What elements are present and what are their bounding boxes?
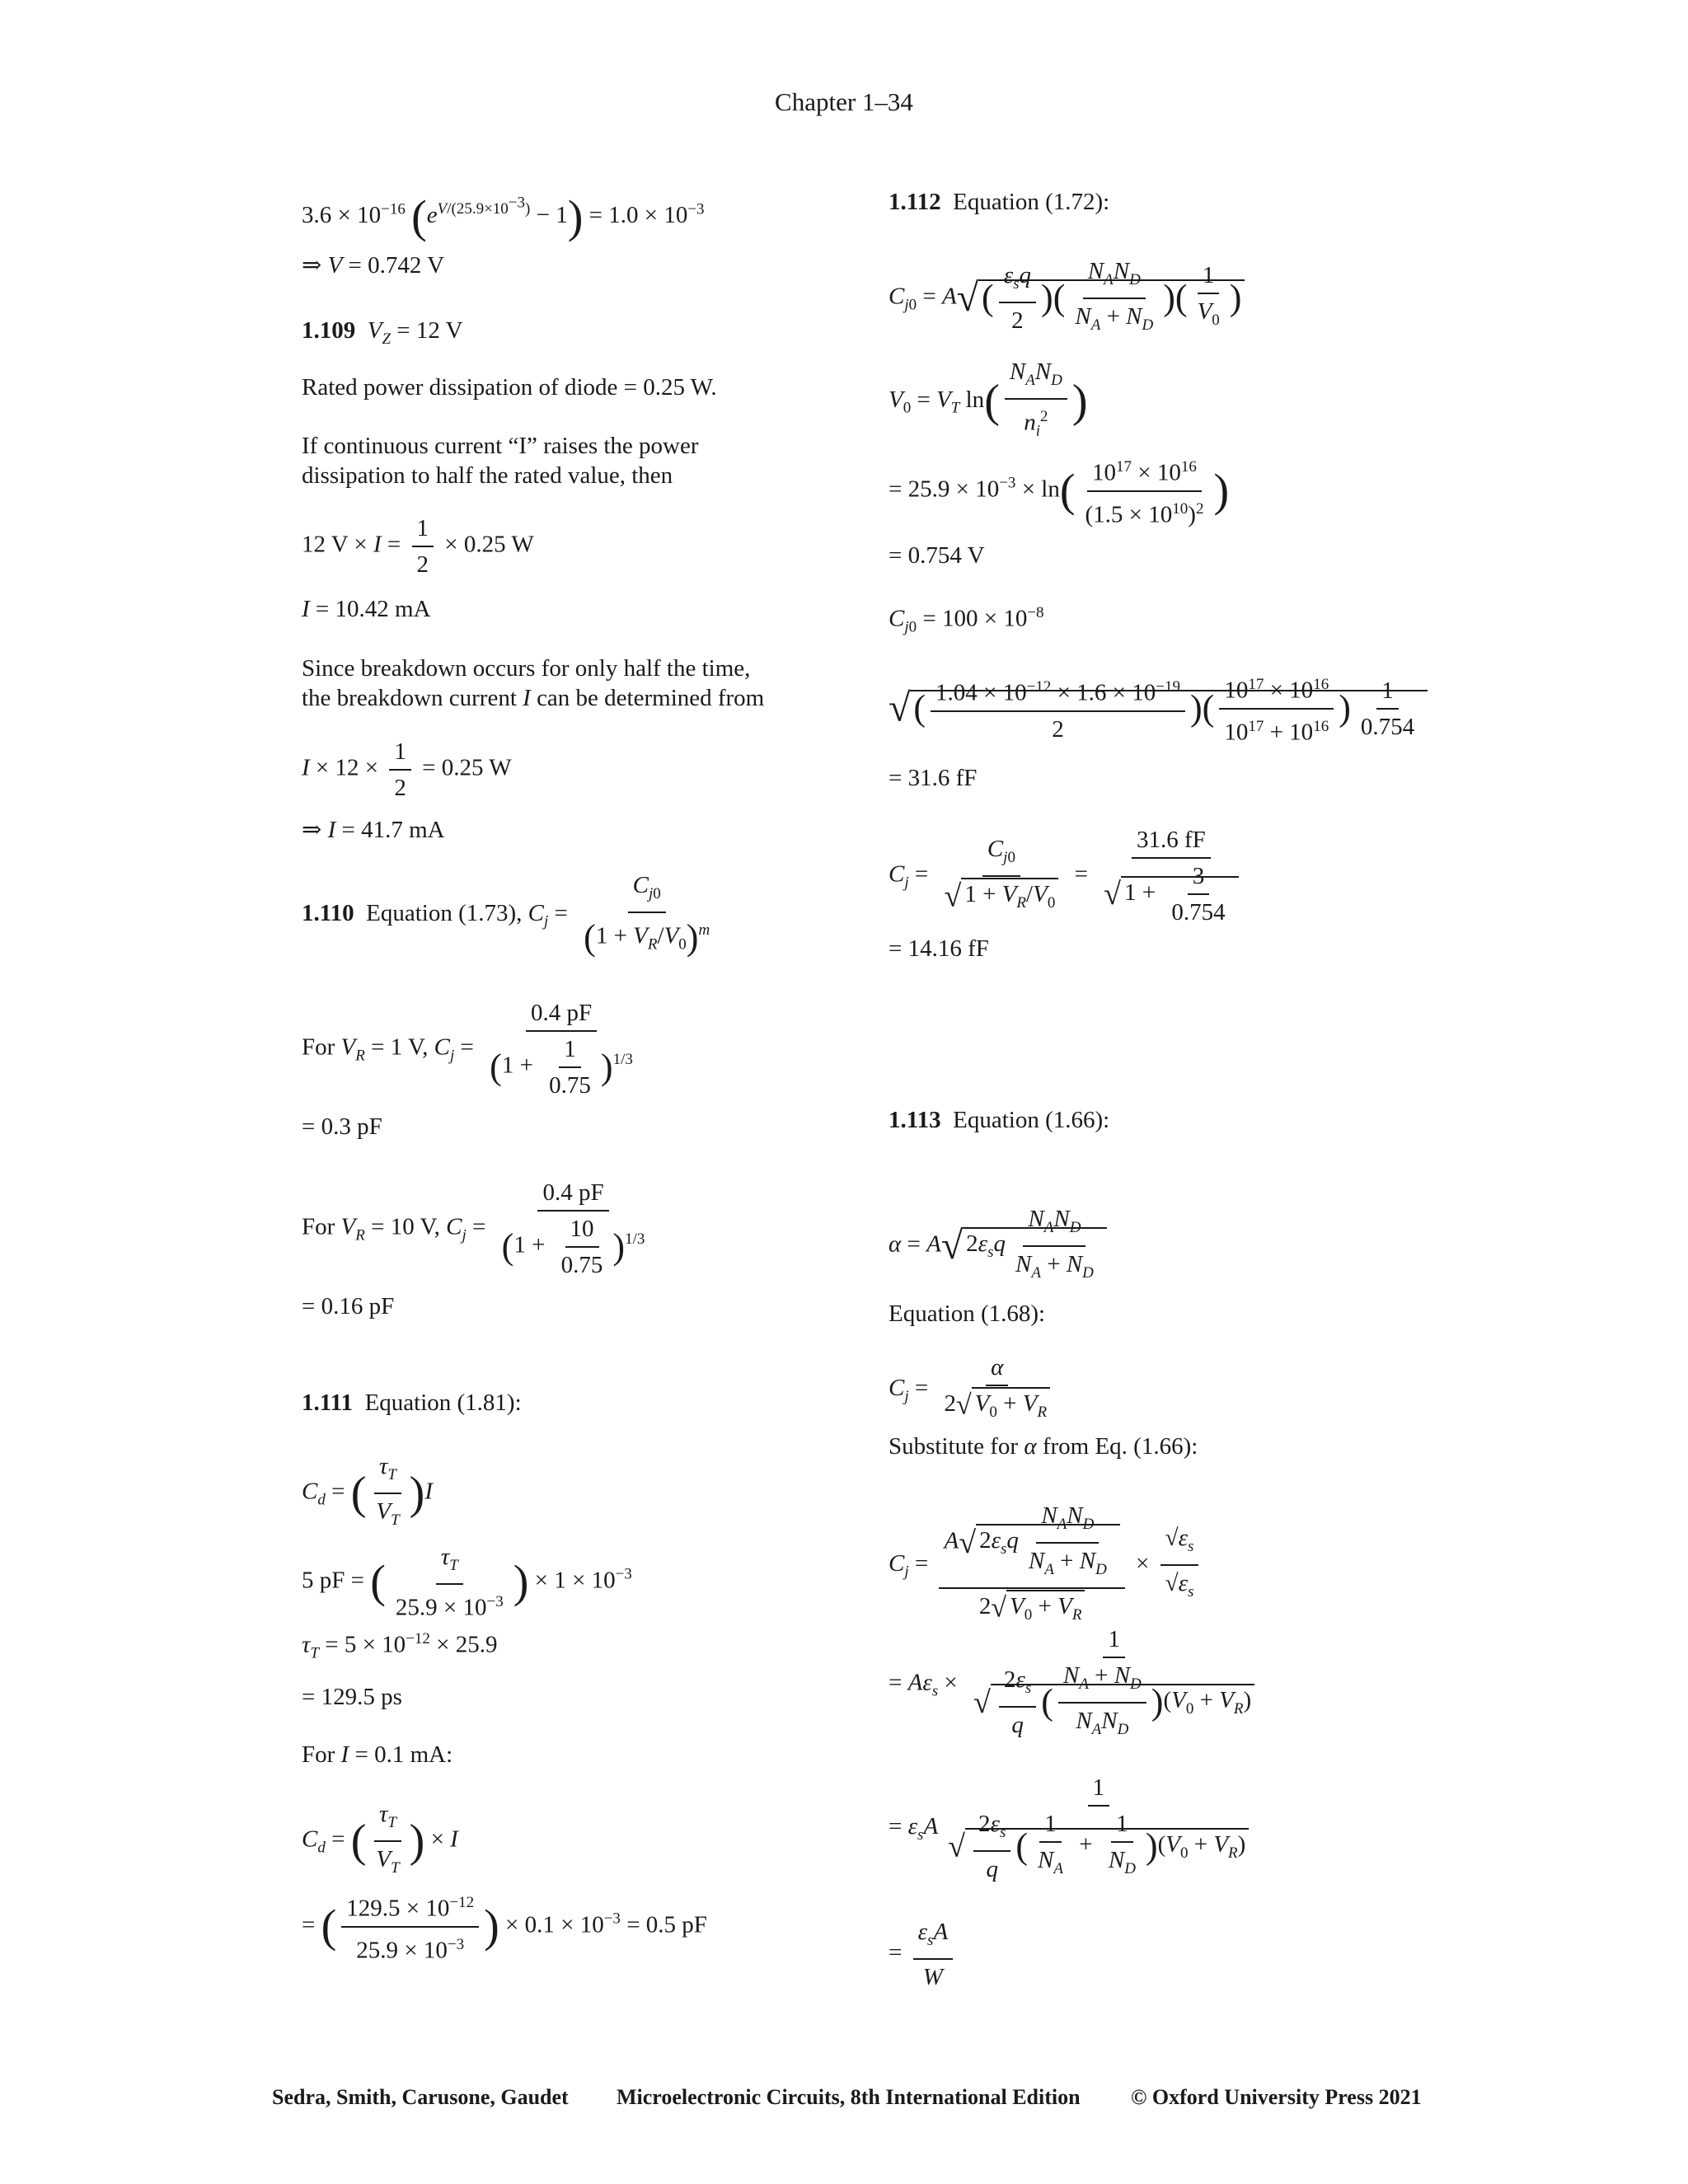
equation-cj: $C_j$ = $\frac{C_{j0}}{√ 1 + V_R/V_0}$ = 31.6 fF √ 1 + $\frac{3}{0.754}$ xyxy=(889,824,1249,928)
footer-book-title: Microelectronic Circuits, 8th International Edition xyxy=(617,2085,1081,2109)
footer-authors: Sedra, Smith, Carusone, Gaudet xyxy=(272,2085,569,2109)
continuous-text-1: If continuous current “I” raises the power xyxy=(302,433,699,459)
substitute-text: Substitute for α from Eq. (1.66): xyxy=(889,1433,1198,1460)
equation-cj-substituted: $C_j$ = A√ $2\varepsilon_sq$ $\frac{N_AN_D}{N_A + N_D}$ 2√ $V_0 + V_R$ × $\frac{√\varepsilon_s}{√\varepsilon_s}$ xyxy=(889,1500,1203,1630)
equation-voltage-result: ⇒ V = 0.742 V xyxy=(302,252,445,279)
equation-5pf: 5 pF = ( $\frac{\tau_T}{25.9 \times 10^{-3}}$ ) × $1 \times 10^{-3}$ xyxy=(302,1541,632,1623)
equation-cd-2: $C_d$ = ( $\frac{\tau_T}{V_T}$ ) × I xyxy=(302,1798,458,1884)
result-14-16ff: = 14.16 fF xyxy=(889,935,989,962)
problem-number: 1.109 xyxy=(302,317,356,344)
problem-1-112-heading: 1.112 Equation (1.72): xyxy=(889,189,1110,215)
result-0-3pf: = 0.3 pF xyxy=(302,1113,382,1140)
equation-current-result: I = 10.42 mA xyxy=(302,596,431,622)
for-current-text: For I = 0.1 mA: xyxy=(302,1741,453,1768)
equation-cj0: $C_{j0} = A√$( $\frac{\varepsilon_sq}{2}$ )( $\frac{N_AN_D}{N_A + N_D}$ )( $\frac{1}{V_0}$ ) xyxy=(889,255,1245,341)
problem-1-111-heading: 1.111 Equation (1.81): xyxy=(302,1390,522,1416)
equation-v0-subst: = $25.9 \times 10^{-3} \times \ln$( $\frac{10^{17} \times 10^{16}}{(1.5 \times 10^{10})^2}$ ) xyxy=(889,452,1229,530)
equation-1-68-label: Equation (1.68): xyxy=(889,1301,1046,1327)
equation-power-half: 12 V × I = $\frac{1}{2}$ × 0.25 W xyxy=(302,513,534,580)
equation-step-b: = $\varepsilon_sA$ 1 √ $\frac{2\varepsilon_s}{q}$ ( $\frac{1}{N_A}$ + $\frac{1}{N_D}$ )$(V_0 + V_R)$ xyxy=(889,1772,1259,1885)
result-129-5ps: = 129.5 ps xyxy=(302,1684,402,1710)
equation-final-cd: = ( $\frac{129.5 \times 10^{-12}}{25.9 \times 10^{-3}}$ ) × $0.1 \times 10^{-3} = 0.5$ pF xyxy=(302,1887,707,1966)
continuous-text-2: dissipation to half the rated value, then xyxy=(302,462,673,489)
page-header: Chapter 1–34 xyxy=(775,87,913,116)
equation-step-c: = $\frac{\varepsilon_sA}{W}$ xyxy=(889,1916,958,1993)
equation-cj0-value: $C_{j0} = 100 \times 10^{-8}$ xyxy=(889,604,1044,636)
equation-breakdown: I × 12 × $\frac{1}{2}$ = 0.25 W xyxy=(302,736,512,804)
equation-step-a: = $A\varepsilon_s$ × 1 √ $\frac{2\varepsilon_s}{q}$ ( $\frac{N_A + N_D}{N_AN_D}$ )$(V_0 + V_R)$ xyxy=(889,1624,1264,1746)
equation-cj0-long: √( $\frac{1.04 \times 10^{-12} \times 1.6 \times 10^{-19}}{2}$ )( $\frac{10^{17} \times 10^{16}}{10^{17} + 10^{16}}$ ) $\frac{1}{0.754}$ xyxy=(889,669,1428,748)
equation-diode-current: $3.6 \times 10^{-16}$ $(e^{V/(25.9\times 10^{-3})} - 1) = 1.0 \times 10^{-3}$ xyxy=(302,191,705,243)
equation-tau: $\tau_T = 5 \times 10^{-12} \times 25.9$ xyxy=(302,1630,498,1662)
rated-power-text: Rated power dissipation of diode = 0.25 W. xyxy=(302,374,717,401)
result-0-16pf: = 0.16 pF xyxy=(302,1293,395,1319)
equation-vr-1v: For $V_R = 1$ V, $C_j$ = 0.4 pF (1 + $\frac{1}{0.75}$ )$^{1/3}$ xyxy=(302,997,643,1101)
result-31-6ff: = 31.6 fF xyxy=(889,765,978,791)
problem-1-113-heading: 1.113 Equation (1.66): xyxy=(889,1107,1110,1133)
since-text-1: Since breakdown occurs for only half the time, xyxy=(302,655,751,682)
problem-1-110-heading: 1.110 Equation (1.73), $C_j$ = $\frac{C_{j0}}{(1 + V_R/V_0)^m}$ xyxy=(302,869,720,960)
result-v0: = 0.754 V xyxy=(889,542,985,569)
equation-v0: $V_0 = V_T$ ln( $\frac{N_AN_D}{n_i^2}$ ) xyxy=(889,356,1088,447)
since-text-2: the breakdown current I can be determined from xyxy=(302,685,765,711)
equation-breakdown-result: ⇒ I = 41.7 mA xyxy=(302,817,445,843)
footer-copyright: © Oxford University Press 2021 xyxy=(1131,2085,1422,2109)
equation-cj-alpha: $C_j$ = $\frac{\alpha}{2√ V_0 + V_R}$ xyxy=(889,1352,1060,1428)
equation-vr-10v: For $V_R = 10$ V, $C_j$ = 0.4 pF (1 + $\frac{10}{0.75}$ )$^{1/3}$ xyxy=(302,1177,654,1281)
equation-alpha: α = A√ $2\varepsilon_sq$ $\frac{N_AN_D}{N_A + N_D}$ xyxy=(889,1203,1107,1289)
problem-1-109-heading: 1.109 $V_Z = 12$ V xyxy=(302,317,463,348)
equation-cd: $C_d$ = ( $\frac{\tau_T}{V_T}$ )I xyxy=(302,1451,433,1536)
